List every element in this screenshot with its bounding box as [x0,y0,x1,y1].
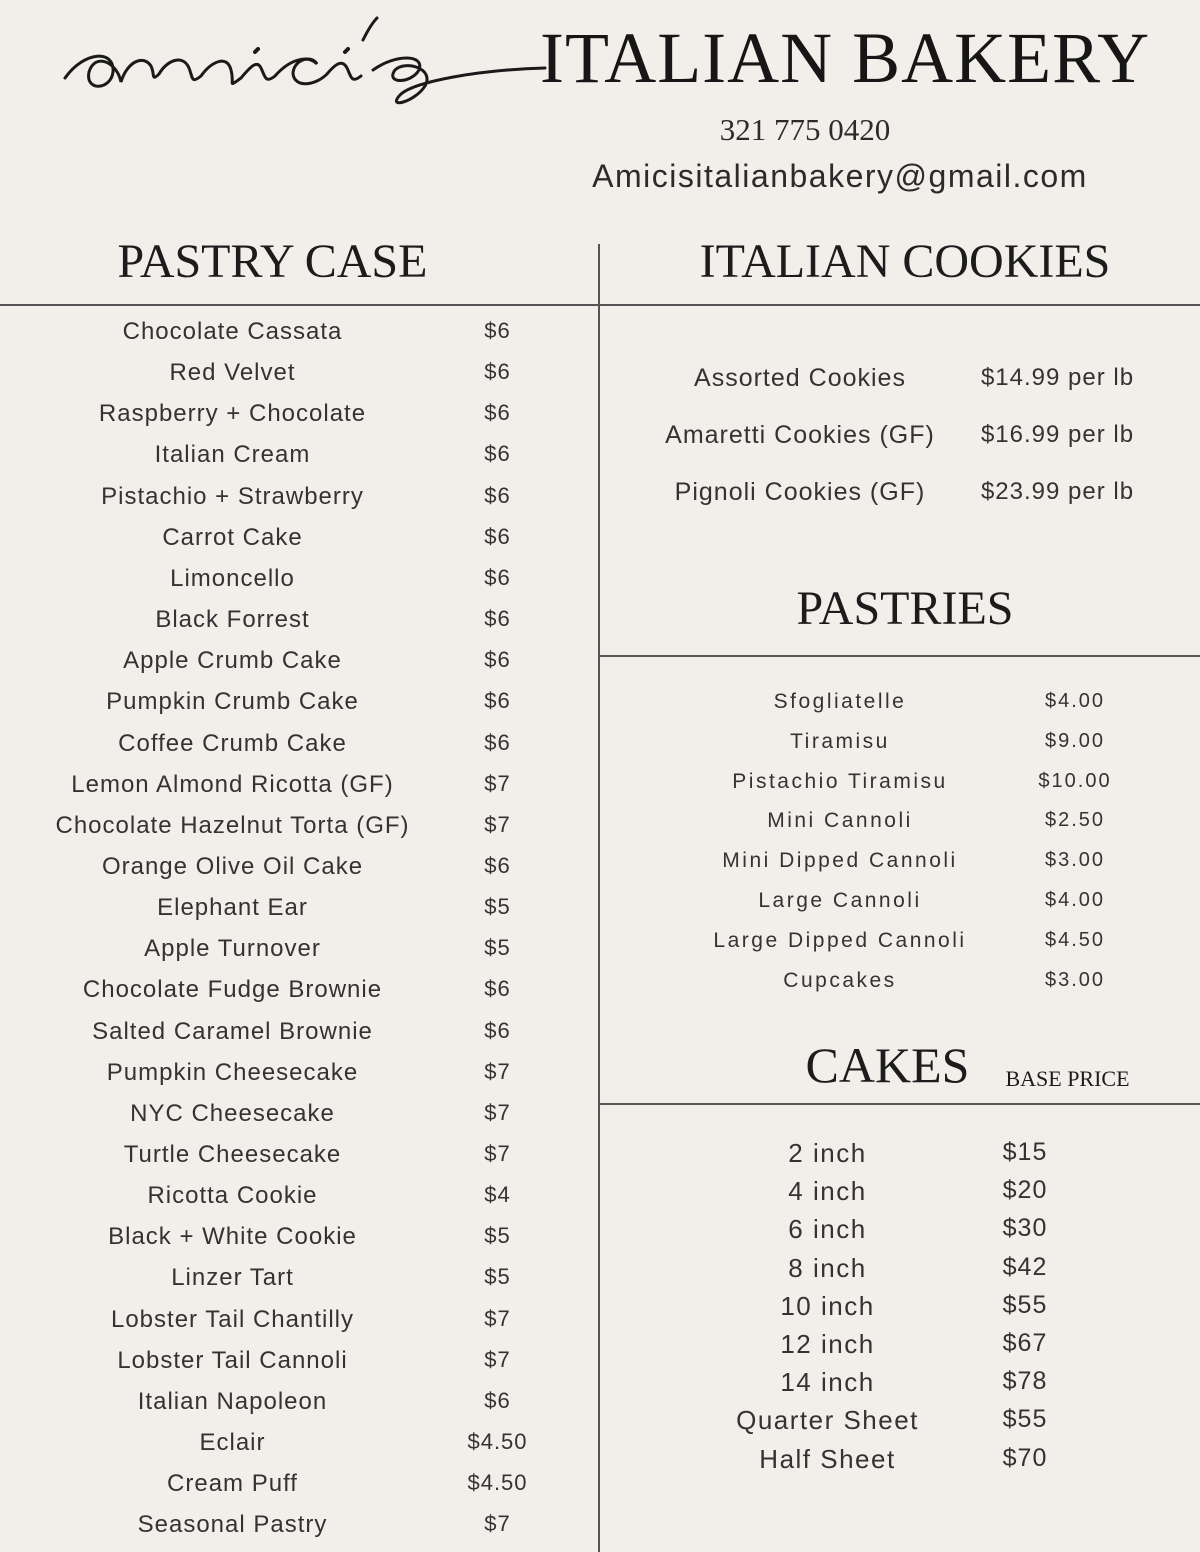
cake-size-item-price: $30 [1002,1214,1048,1243]
pastry-case-item-price: $6 [484,647,511,673]
pastry-case-item-name: Limoncello [170,564,295,592]
cake-size-item-price: $20 [1002,1176,1048,1205]
pastry-case-item-price: $7 [484,811,511,837]
pastries-title: PASTRIES [796,582,1014,635]
pastry-case-item-price: $6 [484,523,511,549]
script-logo-flourish [55,10,545,125]
cake-size-item-name: 14 inch [780,1367,875,1398]
pastry-case-item-price: $7 [484,1346,511,1372]
pastry-case-item-name: Seasonal Pastry [137,1511,328,1539]
pastry-case-item-price: $6 [484,976,511,1002]
pastries-item-price: $3.00 [1044,968,1106,991]
pastry-case-item-price: $6 [484,852,511,878]
script-logo [55,10,545,125]
cake-size-item-price: $78 [1002,1367,1048,1396]
pastry-case-item-price: $6 [484,318,511,343]
pastry-case-item-name: Red Velvet [169,359,296,387]
pastry-case-item-price: $6 [484,400,511,426]
cake-size-item-name: 8 inch [788,1252,867,1283]
pastry-case-item-name: Turtle Cheesecake [123,1141,342,1168]
cake-size-item-price: $55 [1002,1405,1048,1434]
pastries-item-name: Large Dipped Cannoli [713,928,967,952]
pastry-case-item-name: Black Forrest [155,606,310,634]
email-address: Amicisitalianbakery@gmail.com [592,158,1088,194]
cakes-list [0,1138,1200,1488]
divider [600,655,1200,657]
cakes-title: CAKES [805,1037,970,1093]
pastry-case-item-name: Raspberry + Chocolate [98,400,367,428]
pastry-case-item-price: $6 [484,482,511,508]
cake-size-item-name: 6 inch [788,1214,867,1245]
pastries-item-name: Tiramisu [790,729,890,753]
pastry-case-item-price: $5 [484,1223,511,1249]
pastry-case-title: PASTRY CASE [117,235,428,288]
pastry-case-item-name: Apple Crumb Cake [123,647,342,675]
cake-size-item-name: Quarter Sheet [736,1405,919,1436]
cake-size-item-price: $67 [1002,1329,1048,1357]
cake-size-item-price: $15 [1002,1138,1048,1166]
italian-cookies-list [0,364,1200,534]
pastries-item-price: $2.50 [1044,809,1106,832]
pastry-case-item-price: $7 [484,1099,511,1125]
pastry-case-item-price: $6 [484,359,511,385]
cake-size-item-price: $42 [1002,1252,1048,1281]
pastry-case-item-price: $5 [484,1264,511,1290]
bakery-title: ITALIAN BAKERY [540,18,1151,98]
pastries-item-price: $4.00 [1044,889,1106,911]
pastry-case-item-name: Lobster Tail Chantilly [110,1305,354,1333]
pastries-item-name: Pistachio Tiramisu [732,769,948,793]
pastry-case-item-price: $7 [484,770,511,796]
pastry-case-item-name: Cream Puff [167,1470,298,1498]
cookie-item-name: Amaretti Cookies (GF) [665,421,935,449]
pastries-item-name: Mini Dipped Cannoli [722,849,958,873]
pastry-case-item-name: Chocolate Fudge Brownie [82,976,383,1004]
pastry-case-item-name: Apple Turnover [144,935,321,963]
pastry-case-item-price: $4 [484,1182,511,1208]
divider [0,304,600,306]
cookie-item-name: Assorted Cookies [694,364,906,392]
pastry-case-item-name: Linzer Tart [171,1264,294,1292]
pastries-item-price: $4.00 [1044,690,1106,712]
pastries-item-name: Cupcakes [783,968,897,992]
pastry-case-item-price: $6 [484,729,511,755]
pastries-item-price: $10.00 [1038,769,1112,792]
pastry-case-item-price: $5 [484,894,511,920]
pastry-case-item-name: NYC Cheesecake [130,1099,335,1127]
pastry-case-item-price: $5 [484,935,511,961]
pastry-case-item-name: Black + White Cookie [108,1223,357,1251]
pastry-case-item-name: Chocolate Hazelnut Torta (GF) [55,811,410,839]
cookie-item-price: $23.99 per lb [980,478,1135,505]
pastry-case-item-price: $6 [484,688,511,714]
pastry-case-item-name: Carrot Cake [162,523,303,551]
pastries-item-name: Sfogliatelle [773,690,907,713]
cake-size-item-name: 10 inch [780,1290,875,1321]
pastry-case-item-price: $4.50 [467,1470,528,1496]
pastry-case-item-price: $7 [484,1511,511,1537]
pastry-case-item-name: Lobster Tail Cannoli [117,1346,348,1374]
pastry-case-item-price: $7 [484,1058,511,1084]
pastry-case-item-name: Salted Caramel Brownie [92,1017,373,1045]
pastry-case-item-price: $6 [484,1017,511,1043]
pastries-item-price: $3.00 [1044,849,1106,872]
pastry-case-item-price: $6 [484,441,511,467]
divider [600,304,1200,306]
pastries-item-price: $9.00 [1044,729,1106,752]
cake-size-item-name: 2 inch [788,1138,867,1168]
pastries-item-price: $4.50 [1044,928,1106,951]
pastry-case-item-name: Pumpkin Crumb Cake [106,688,359,716]
pastry-case-item-name: Pistachio + Strawberry [101,482,364,510]
pastry-case-item-name: Coffee Crumb Cake [118,729,347,757]
pastry-case-item-name: Orange Olive Oil Cake [101,852,364,880]
divider [600,1103,1200,1105]
pastry-case-item-name: Italian Napoleon [137,1387,328,1415]
italian-cookies-title: ITALIAN COOKIES [699,235,1111,288]
pastry-case-item-price: $6 [484,564,511,590]
pastry-case-item-price: $6 [484,1387,511,1413]
pastry-case-item-price: $6 [484,606,511,632]
cake-size-item-name: Half Sheet [759,1443,896,1474]
cake-size-item-name: 4 inch [788,1176,867,1207]
phone-number: 321 775 0420 [719,112,891,147]
pastry-case-item-name: Italian Cream [154,441,311,469]
pastry-case-item-price: $7 [484,1305,511,1331]
base-price-label: BASE PRICE [1005,1066,1130,1091]
pastries-item-name: Mini Cannoli [767,809,913,833]
pastries-item-name: Large Cannoli [758,889,922,912]
cake-size-item-name: 12 inch [780,1329,875,1359]
cookie-item-price: $14.99 per lb [980,364,1135,391]
pastry-case-item-name: Pumpkin Cheesecake [106,1058,359,1086]
pastries-list [0,690,1200,1010]
cookie-item-price: $16.99 per lb [980,421,1135,448]
cake-size-item-price: $70 [1002,1443,1048,1472]
cake-size-item-price: $55 [1002,1290,1048,1319]
pastry-case-item-name: Elephant Ear [157,894,308,922]
pastry-case-item-name: Eclair [199,1429,266,1457]
pastry-case-item-name: Chocolate Cassata [122,318,343,345]
pastry-case-item-price: $7 [484,1141,511,1166]
pastry-case-item-name: Ricotta Cookie [147,1182,318,1210]
pastry-case-item-name: Lemon Almond Ricotta (GF) [71,770,394,798]
cookie-item-name: Pignoli Cookies (GF) [674,478,926,506]
pastry-case-item-price: $4.50 [467,1429,528,1455]
